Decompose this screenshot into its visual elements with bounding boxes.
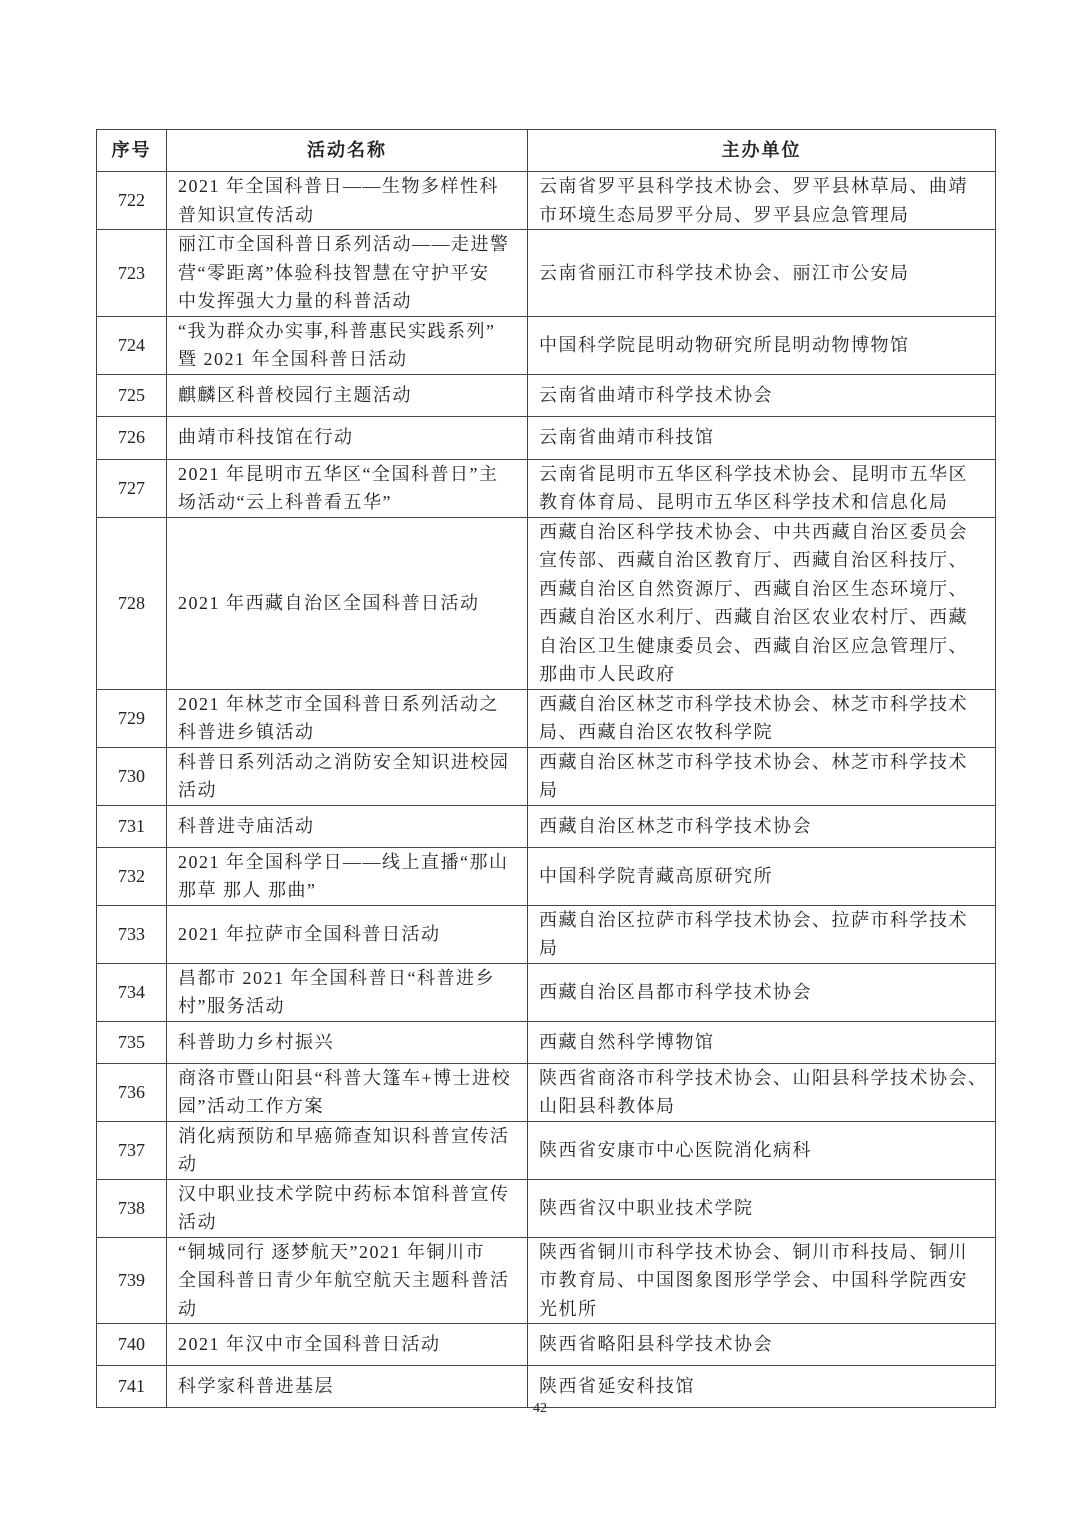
table-row [97, 1121, 996, 1179]
table-row [97, 1324, 996, 1366]
activity-name: 科普助力乡村振兴 [167, 1021, 528, 1063]
row-number: 738 [97, 1179, 167, 1237]
page-number: 42 [533, 1401, 547, 1416]
row-number: 733 [97, 905, 167, 963]
organizer: 西藏自治区林芝市科学技术协会、林芝市科学技术 局 [528, 747, 996, 805]
organizer: 云南省曲靖市科学技术协会 [528, 374, 996, 416]
organizer: 云南省罗平县科学技术协会、罗平县林草局、曲靖 市环境生态局罗平分局、罗平县应急管理局 [528, 172, 996, 230]
header-activity-name: 活动名称 [167, 130, 528, 172]
row-number: 736 [97, 1063, 167, 1121]
activity-name: “铜城同行 逐梦航天”2021 年铜川市 全国科普日青少年航空航天主题科普活 动 [167, 1237, 528, 1324]
organizer: 陕西省铜川市科学技术协会、铜川市科技局、铜川 市教育局、中国图象图形学学会、中国科学院西安 光机所 [528, 1237, 996, 1324]
row-number: 732 [97, 847, 167, 905]
row-number: 735 [97, 1021, 167, 1063]
organizer: 西藏自治区林芝市科学技术协会、林芝市科学技术 局、西藏自治区农牧科学院 [528, 689, 996, 747]
activity-name: 消化病预防和早癌筛查知识科普宣传活 动 [167, 1121, 528, 1179]
row-number: 729 [97, 689, 167, 747]
table-row [97, 230, 996, 317]
row-number: 727 [97, 459, 167, 517]
activity-name: “我为群众办实事,科普惠民实践系列” 暨 2021 年全国科普日活动 [167, 316, 528, 374]
organizer: 西藏自治区昌都市科学技术协会 [528, 963, 996, 1021]
table-row [97, 805, 996, 847]
activity-name: 科学家科普进基层 [167, 1366, 528, 1408]
organizer: 陕西省延安科技馆 [528, 1366, 996, 1408]
table-row [97, 747, 996, 805]
row-number: 734 [97, 963, 167, 1021]
organizer: 云南省昆明市五华区科学技术协会、昆明市五华区 教育体育局、昆明市五华区科学技术和信息化局 [528, 459, 996, 517]
organizer: 中国科学院昆明动物研究所昆明动物博物馆 [528, 316, 996, 374]
row-number: 723 [97, 230, 167, 317]
organizer: 西藏自然科学博物馆 [528, 1021, 996, 1063]
row-number: 728 [97, 517, 167, 689]
table-row [97, 1179, 996, 1237]
organizer: 西藏自治区科学技术协会、中共西藏自治区委员会 宣传部、西藏自治区教育厅、西藏自治区科技厅、 西藏自治区自然资源厅、西藏自治区生态环境厅、 西藏自治区水利厅、西藏自治区农业农村厅、西藏 自治区卫生健康委员会、西藏自治区应急管理厅、 那曲市人民政府 [528, 517, 996, 689]
row-number: 730 [97, 747, 167, 805]
row-number: 726 [97, 416, 167, 459]
organizer: 云南省曲靖市科技馆 [528, 416, 996, 459]
organizer: 陕西省商洛市科学技术协会、山阳县科学技术协会、 山阳县科教体局 [528, 1063, 996, 1121]
row-number: 725 [97, 374, 167, 416]
organizer: 中国科学院青藏高原研究所 [528, 847, 996, 905]
row-number: 740 [97, 1324, 167, 1366]
activity-name: 2021 年全国科学日——线上直播“那山 那草 那人 那曲” [167, 847, 528, 905]
activity-name: 2021 年汉中市全国科普日活动 [167, 1324, 528, 1366]
organizer: 西藏自治区林芝市科学技术协会 [528, 805, 996, 847]
table-row [97, 1021, 996, 1063]
header-no: 序号 [97, 130, 167, 172]
header-organizer: 主办单位 [528, 130, 996, 172]
activity-name: 2021 年拉萨市全国科普日活动 [167, 905, 528, 963]
activity-name: 科普日系列活动之消防安全知识进校园 活动 [167, 747, 528, 805]
activity-name: 2021 年林芝市全国科普日系列活动之 科普进乡镇活动 [167, 689, 528, 747]
row-number: 739 [97, 1237, 167, 1324]
table-header [97, 130, 996, 172]
organizer: 陕西省安康市中心医院消化病科 [528, 1121, 996, 1179]
activity-table [96, 129, 996, 1408]
activity-name: 2021 年全国科普日——生物多样性科 普知识宣传活动 [167, 172, 528, 230]
activity-name: 昌都市 2021 年全国科普日“科普进乡 村”服务活动 [167, 963, 528, 1021]
table-row [97, 316, 996, 374]
table-row [97, 374, 996, 416]
activity-name: 汉中职业技术学院中药标本馆科普宣传 活动 [167, 1179, 528, 1237]
activity-name: 曲靖市科技馆在行动 [167, 416, 528, 459]
activity-name: 2021 年西藏自治区全国科普日活动 [167, 517, 528, 689]
table-row [97, 459, 996, 517]
table-row [97, 172, 996, 230]
row-number: 731 [97, 805, 167, 847]
row-number: 737 [97, 1121, 167, 1179]
row-number: 741 [97, 1366, 167, 1408]
organizer: 西藏自治区拉萨市科学技术协会、拉萨市科学技术 局 [528, 905, 996, 963]
activity-name: 2021 年昆明市五华区“全国科普日”主 场活动“云上科普看五华” [167, 459, 528, 517]
organizer: 云南省丽江市科学技术协会、丽江市公安局 [528, 230, 996, 317]
table-row [97, 905, 996, 963]
row-number: 722 [97, 172, 167, 230]
activity-name: 麒麟区科普校园行主题活动 [167, 374, 528, 416]
table-row [97, 689, 996, 747]
organizer: 陕西省略阳县科学技术协会 [528, 1324, 996, 1366]
table-row [97, 517, 996, 689]
table-row [97, 847, 996, 905]
table-row [97, 416, 996, 459]
activity-name: 科普进寺庙活动 [167, 805, 528, 847]
activity-name: 丽江市全国科普日系列活动——走进警 营“零距离”体验科技智慧在守护平安 中发挥强大力量的科普活动 [167, 230, 528, 317]
row-number: 724 [97, 316, 167, 374]
activity-name: 商洛市暨山阳县“科普大篷车+博士进校 园”活动工作方案 [167, 1063, 528, 1121]
table-row [97, 1063, 996, 1121]
table-row [97, 963, 996, 1021]
table-row [97, 1237, 996, 1324]
organizer: 陕西省汉中职业技术学院 [528, 1179, 996, 1237]
